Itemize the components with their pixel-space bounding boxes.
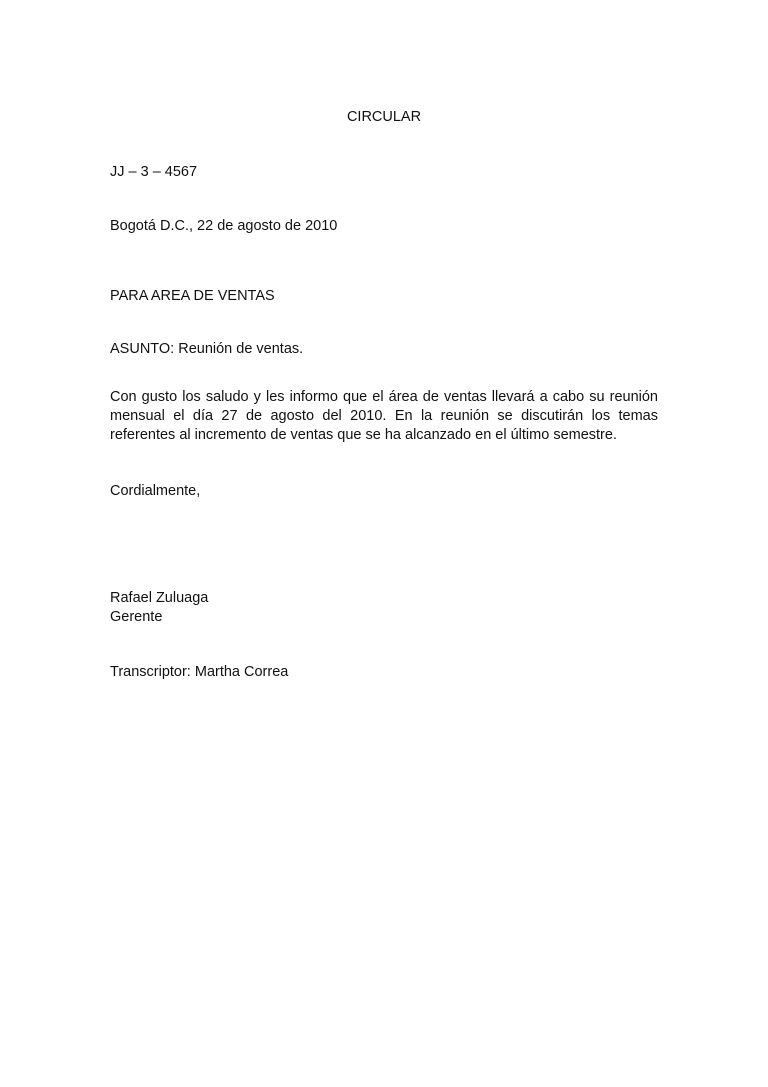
- signer-name: Rafael Zuluaga: [110, 590, 209, 606]
- transcriber: Transcriptor: Martha Correa: [110, 664, 289, 680]
- closing: Cordialmente,: [110, 483, 201, 499]
- recipient: PARA AREA DE VENTAS: [110, 288, 275, 304]
- signer-title: Gerente: [110, 609, 163, 625]
- document-title: CIRCULAR: [346, 109, 422, 125]
- reference-number: JJ – 3 – 4567: [110, 164, 198, 180]
- subject: ASUNTO: Reunión de ventas.: [110, 341, 304, 357]
- place-date: Bogotá D.C., 22 de agosto de 2010: [110, 218, 338, 234]
- body-paragraph: Con gusto los saludo y les informo que el área de ventas llevará a cabo su reunión mensual el día 27 de agosto del 2010. En la reunión se discutirán los temas referentes al incremento de ventas que se ha alcanzado en el último semestre.: [110, 389, 658, 443]
